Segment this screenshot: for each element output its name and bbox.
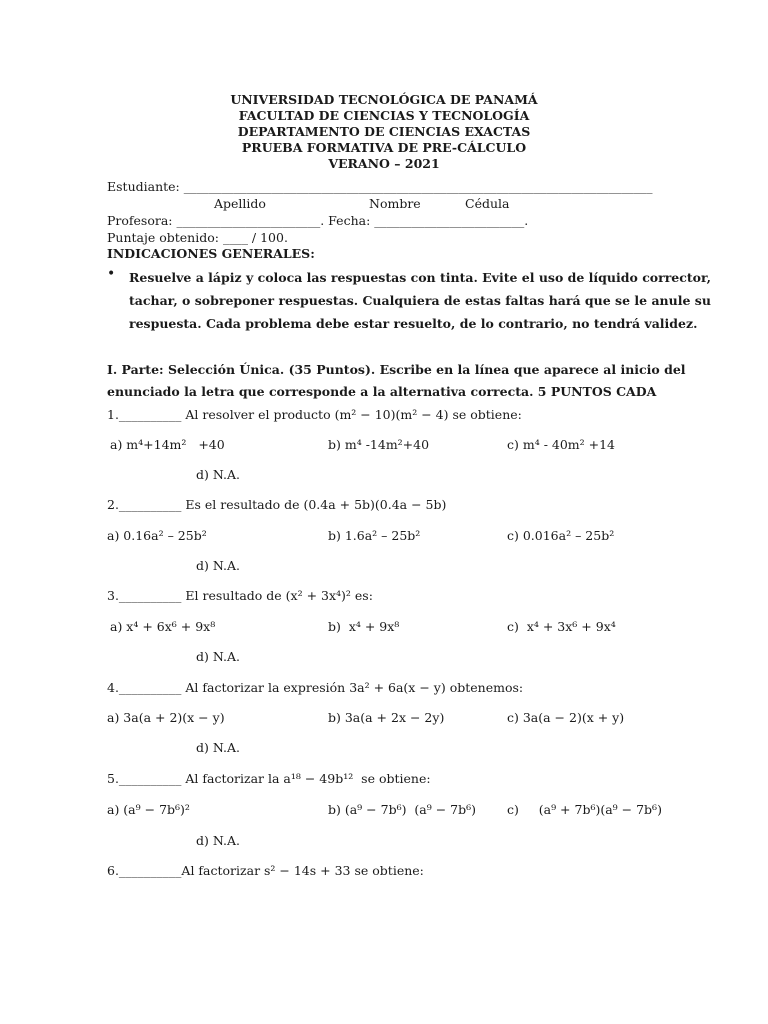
question-3-option-b: b) x⁴ + 9x⁸ — [328, 619, 400, 634]
question-5-stem: 5.__________ Al factorizar la a¹⁸ − 49b¹² se obtiene: — [107, 771, 431, 786]
department-name: DEPARTAMENTO DE CIENCIAS EXACTAS — [237, 124, 531, 139]
question-4-option-b: b) 3a(a + 2x − 2y) — [328, 710, 445, 725]
part-1-line-2: enunciado la letra que corresponde a la alternativa correcta. 5 PUNTOS CADA — [107, 384, 657, 399]
part-1-instructions — [107, 359, 686, 403]
bullet-dot: • — [107, 266, 116, 282]
question-2-option-b: b) 1.6a² – 25b² — [328, 528, 421, 543]
puntaje-field: Puntaje obtenido: ____ / 100. — [107, 230, 288, 245]
university-name: UNIVERSIDAD TECNOLÓGICA DE PANAMÁ — [230, 92, 538, 107]
question-3-option-c: c) x⁴ + 3x⁶ + 9x⁴ — [507, 619, 616, 634]
question-2-option-c: c) 0.016a² – 25b² — [507, 528, 615, 543]
indicaciones-line-2: tachar, o sobreponer respuestas. Cualquiera de estas faltas hará que se le anule su — [129, 293, 711, 308]
faculty-name: FACULTAD DE CIENCIAS Y TECNOLOGÍA — [238, 108, 530, 123]
question-1-option-b: b) m⁴ -14m²+40 — [328, 437, 430, 452]
part-1-line-1: I. Parte: Selección Única. (35 Puntos). Escribe en la línea que aparece al inicio del — [107, 362, 686, 377]
question-3-option-d: d) N.A. — [196, 649, 240, 664]
cedula-label: Cédula — [465, 196, 510, 211]
exam-header — [0, 92, 768, 172]
student-field: Estudiante: ___________________________________________________________________________ — [107, 179, 653, 194]
question-4-option-d: d) N.A. — [196, 740, 240, 755]
indicaciones-title: INDICACIONES GENERALES: — [107, 246, 315, 261]
question-2-stem: 2.__________ Es el resultado de (0.4a + 5b)(0.4a − 5b) — [107, 497, 447, 512]
question-3-option-a: a) x⁴ + 6x⁶ + 9x⁸ — [110, 619, 216, 634]
question-1-option-c: c) m⁴ - 40m² +14 — [507, 437, 616, 452]
question-2-option-d: d) N.A. — [196, 558, 240, 573]
profesora-fecha-field: Profesora: _______________________. Fecha: ________________________. — [107, 213, 529, 228]
question-1-option-a: a) m⁴+14m² +40 — [110, 437, 225, 452]
question-5-option-c: c) (a⁹ + 7b⁶)(a⁹ − 7b⁶) — [507, 802, 662, 817]
apellido-label: Apellido — [214, 196, 266, 211]
exam-title: PRUEBA FORMATIVA DE PRE-CÁLCULO — [241, 140, 527, 155]
question-2-option-a: a) 0.16a² – 25b² — [107, 528, 207, 543]
nombre-label: Nombre — [369, 196, 421, 211]
question-1-option-d: d) N.A. — [196, 467, 240, 482]
question-5-option-a: a) (a⁹ − 7b⁶)² — [107, 802, 190, 817]
question-4-option-a: a) 3a(a + 2)(x − y) — [107, 710, 225, 725]
question-3-stem: 3.__________ El resultado de (x² + 3x⁴)² es: — [107, 588, 373, 603]
indicaciones-line-1: Resuelve a lápiz y coloca las respuestas con tinta. Evite el uso de líquido corrector, — [129, 270, 712, 285]
question-6-stem: 6.__________Al factorizar s² − 14s + 33 se obtiene: — [107, 863, 424, 878]
exam-term: VERANO – 2021 — [328, 156, 440, 171]
indicaciones-line-3: respuesta. Cada problema debe estar resuelto, de lo contrario, no tendrá validez. — [129, 316, 698, 331]
question-4-option-c: c) 3a(a − 2)(x + y) — [507, 710, 625, 725]
question-5-option-d: d) N.A. — [196, 833, 240, 848]
question-4-stem: 4.__________ Al factorizar la expresión 3a² + 6a(x − y) obtenemos: — [107, 680, 524, 695]
question-1-stem: 1.__________ Al resolver el producto (m² − 10)(m² − 4) se obtiene: — [107, 407, 522, 422]
question-5-option-b: b) (a⁹ − 7b⁶) (a⁹ − 7b⁶) — [328, 802, 477, 817]
